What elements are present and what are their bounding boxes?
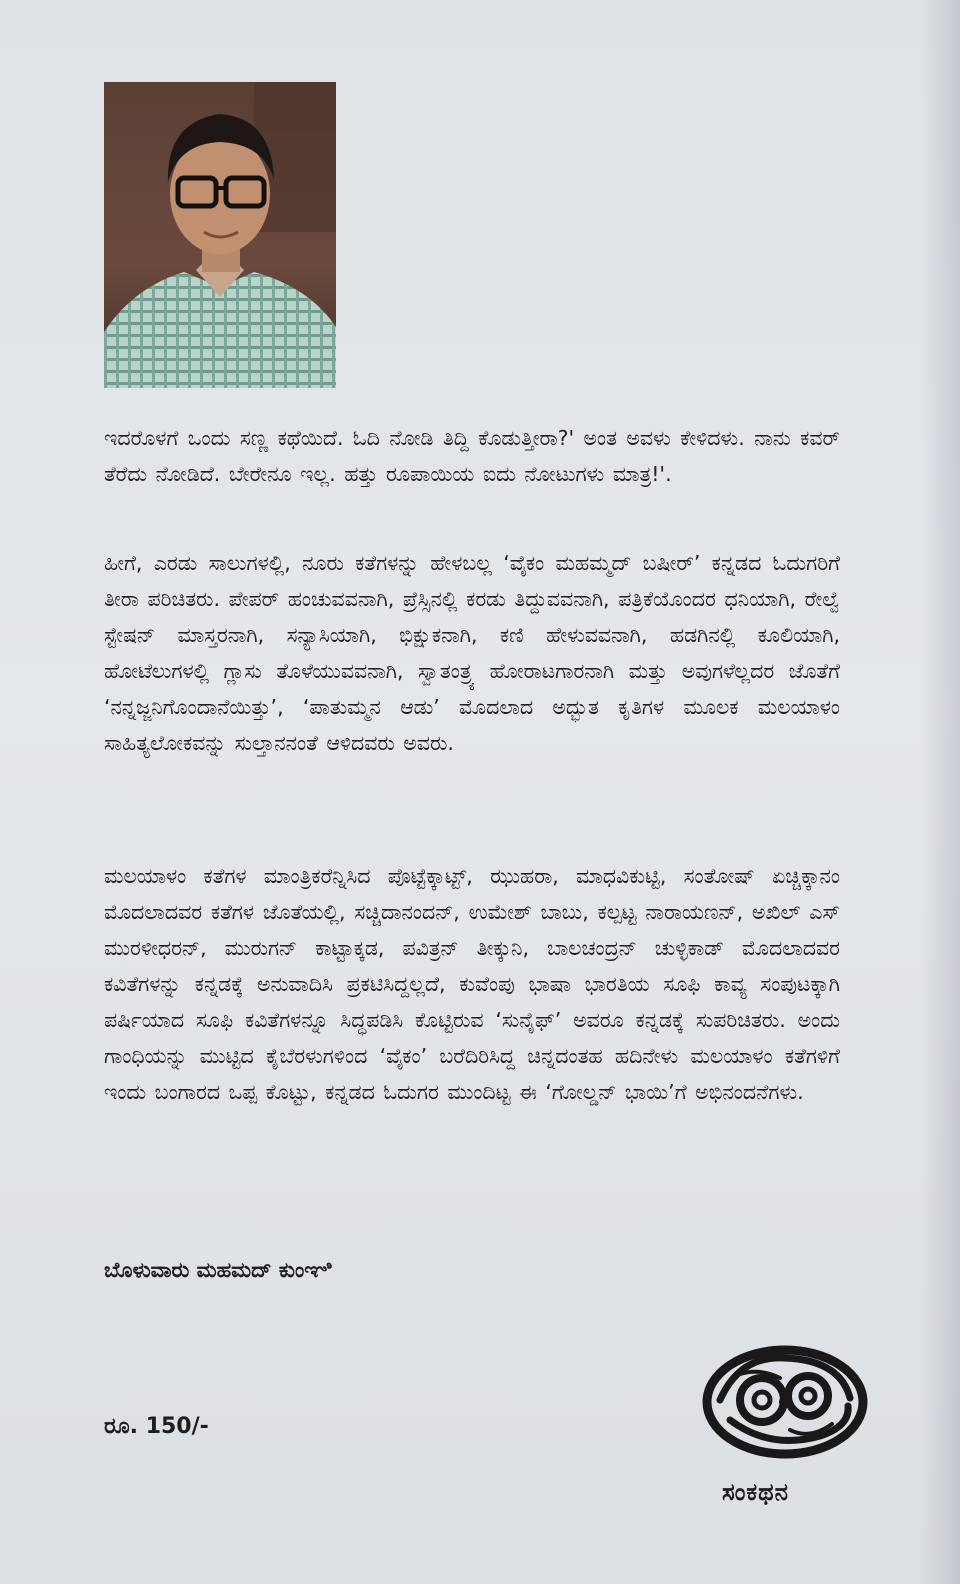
blurb-paragraph-2: ಹೀಗೆ, ಎರಡು ಸಾಲುಗಳಲ್ಲಿ, ನೂರು ಕತೆಗಳನ್ನು ಹೇಳಬಲ್ಲ ‘ವೈಕಂ ಮಹಮ್ಮದ್ ಬಷೀರ್’ ಕನ್ನಡದ ಓದುಗರಿಗೆ ತೀರಾ ಪರಿಚಿತರು. ಪೇಪರ್ ಹಂಚುವವನಾಗಿ, ಪ್ರೆಸ್ಸಿನಲ್ಲಿ ಕರಡು ತಿದ್ದುವವನಾಗಿ, ಪತ್ರಿಕೆಯೊಂದರ ಧನಿಯಾಗಿ, ರೇಲ್ವೆ ಸ್ಟೇಷನ್ ಮಾಸ್ತರನಾಗಿ, ಸನ್ಯಾಸಿಯಾಗಿ, ಭಿಕ್ಷುಕನಾಗಿ, ಕಣಿ ಹೇಳುವವನಾಗಿ, ಹಡಗಿನಲ್ಲಿ ಕೂಲಿಯಾಗಿ, ಹೋಟೆಲುಗಳಲ್ಲಿ ಗ್ಲಾಸು ತೊಳೆಯುವವನಾಗಿ, ಸ್ವಾತಂತ್ರ್ಯ ಹೋರಾಟಗಾರನಾಗಿ ಮತ್ತು ಅವುಗಳೆಲ್ಲದರ ಜೊತೆಗೆ ‘ನನ್ನಜ್ಜನಿಗೊಂದಾನೆಯಿತ್ತು’, ‘ಪಾತುಮ್ಮನ ಆಡು’ ಮೊದಲಾದ ಅದ್ಭುತ ಕೃತಿಗಳ ಮೂಲಕ ಮಲಯಾಳಂ ಸಾಹಿತ್ಯಲೋಕವನ್ನು ಸುಲ್ತಾನನಂತೆ ಆಳಿದವರು ಅವರು. — [104, 551, 840, 755]
blurb-paragraph-3: ಮಲಯಾಳಂ ಕತೆಗಳ ಮಾಂತ್ರಿಕರೆನ್ನಿಸಿದ ಪೊಟ್ಟೆಕ್ಕಾಟ್ಟ್, ಝುಹರಾ, ಮಾಧವಿಕುಟ್ಟಿ, ಸಂತೋಷ್ ಏಚ್ಚಿಕ್ಕಾನಂ ಮೊದಲಾದವರ ಕತೆಗಳ ಜೊತೆಯಲ್ಲಿ, ಸಚ್ಚಿದಾನಂದನ್, ಉಮೇಶ್ ಬಾಬು, ಕಲ್ಪಟ್ಟ ನಾರಾಯಣನ್, ಅಖಿಲ್ ಎಸ್ ಮುರಳೀಧರನ್, ಮುರುಗನ್ ಕಾಟ್ಟಾಕ್ಕಡ, ಪವಿತ್ರನ್ ತೀಕ್ಕುನಿ, ಬಾಲಚಂದ್ರನ್ ಚುಳ್ಳಿಕಾಡ್ ಮೊದಲಾದವರ ಕವಿತೆಗಳನ್ನು ಕನ್ನಡಕ್ಕೆ ಅನುವಾದಿಸಿ ಪ್ರಕಟಿಸಿದ್ದಲ್ಲದೆ, ಕುವೆಂಪು ಭಾಷಾ ಭಾರತಿಯ ಸೂಫಿ ಕಾವ್ಯ ಸಂಪುಟಕ್ಕಾಗಿ ಪರ್ಷಿಯಾದ ಸೂಫಿ ಕವಿತೆಗಳನ್ನೂ ಸಿದ್ಧಪಡಿಸಿ ಕೊಟ್ಟಿರುವ ‘ಸುನೈಫ್’ ಅವರೂ ಕನ್ನಡಕ್ಕೆ ಸುಪರಿಚಿತರು. ಅಂದು ಗಾಂಧಿಯನ್ನು ಮುಟ್ಟಿದ ಕೈಬೆರಳುಗಳಿಂದ ‘ವೈಕಂ’ ಬರೆದಿರಿಸಿದ್ದ ಚಿನ್ನದಂತಹ ಹದಿನೇಳು ಮಲಯಾಳಂ ಕತೆಗಳಿಗೆ ಇಂದು ಬಂಗಾರದ ಒಪ್ಪ ಕೊಟ್ಟು, ಕನ್ನಡದ ಓದುಗರ ಮುಂದಿಟ್ಟ ಈ ‘ಗೋಲ್ಡನ್ ಭಾಯಿ’ಗೆ ಅಭಿನಂದನೆಗಳು. — [104, 864, 840, 1104]
publisher-logo-icon — [700, 1340, 870, 1465]
publisher-name: ಸಂಕಥನ — [722, 1478, 790, 1506]
author-signature: ಬೊಳುವಾರು ಮಹಮದ್ ಕುಂಞಿ — [104, 1258, 332, 1282]
price-label: ರೂ. 150/- — [104, 1414, 209, 1439]
author-photo — [104, 82, 336, 388]
page-edge-shadow — [920, 0, 960, 1584]
blurb-paragraph-1: ಇದರೊಳಗೆ ಒಂದು ಸಣ್ಣ ಕಥೆಯಿದೆ. ಓದಿ ನೋಡಿ ತಿದ್ದಿ ಕೊಡುತ್ತೀರಾ?' ಅಂತ ಅವಳು ಕೇಳಿದಳು. ನಾನು ಕವರ್ ತೆರೆದು ನೋಡಿದೆ. ಬೇರೇನೂ ಇಲ್ಲ. ಹತ್ತು ರೂಪಾಯಿಯ ಐದು ನೋಟುಗಳು ಮಾತ್ರ!'. — [104, 426, 840, 486]
